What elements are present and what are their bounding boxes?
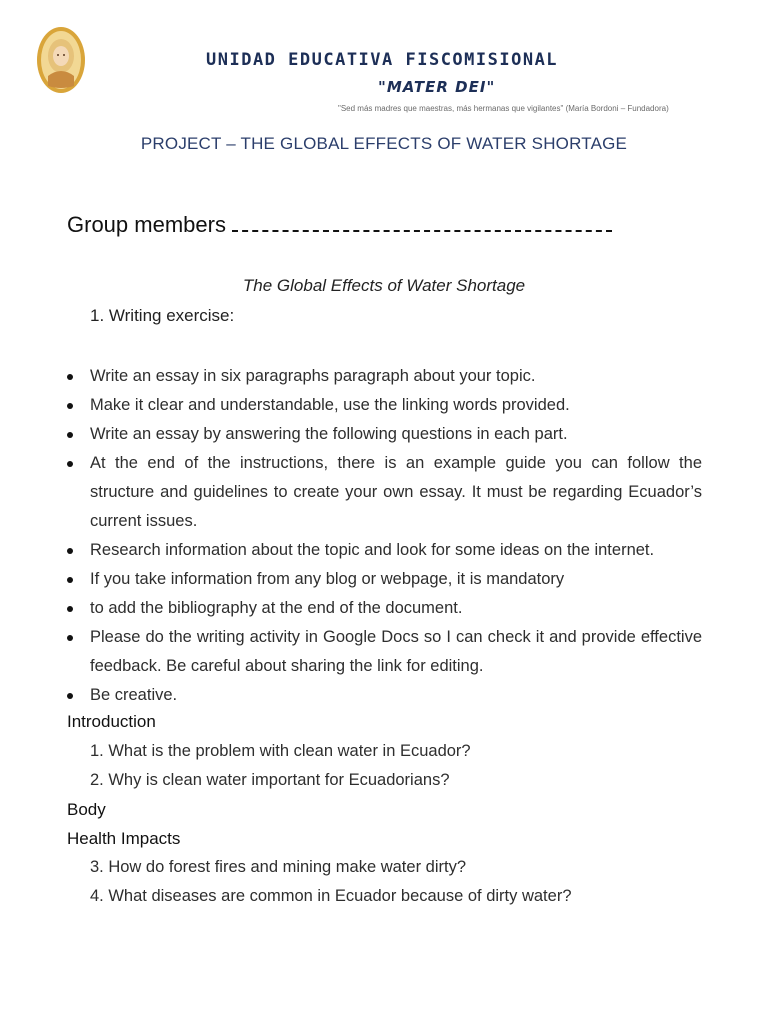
question-3: 3. How do forest fires and mining make water dirty? <box>90 858 466 876</box>
writing-exercise-heading: 1. Writing exercise: <box>90 306 235 325</box>
list-item: Write an essay by answering the following questions in each part. <box>66 420 702 449</box>
list-item: Write an essay in six paragraphs paragraph about your topic. <box>66 362 702 391</box>
list-item: If you take information from any blog or webpage, it is mandatory <box>66 565 702 594</box>
list-item: Please do the writing activity in Google Docs so I can check it and provide effective feedback. Be careful about sharing the link for editing. <box>66 623 702 681</box>
school-name: UNIDAD EDUCATIVA FISCOMISIONAL <box>206 50 559 70</box>
bullet-icon <box>67 432 73 438</box>
bullet-icon <box>67 693 73 699</box>
project-title: PROJECT – THE GLOBAL EFFECTS OF WATER SHORTAGE <box>140 134 628 153</box>
question-1: 1. What is the problem with clean water in Ecuador? <box>90 742 471 760</box>
essay-title: The Global Effects of Water Shortage <box>242 276 526 295</box>
bullet-icon <box>67 606 73 612</box>
question-2: 2. Why is clean water important for Ecuadorians? <box>90 771 450 789</box>
instructions-list <box>66 362 702 710</box>
body-heading: Body <box>67 800 106 819</box>
list-item: Research information about the topic and look for some ideas on the internet. <box>66 536 702 565</box>
portrait-logo-icon <box>36 26 86 94</box>
list-item: Make it clear and understandable, use the linking words provided. <box>66 391 702 420</box>
bullet-icon <box>67 403 73 409</box>
introduction-heading: Introduction <box>67 712 156 731</box>
bullet-icon <box>67 461 73 467</box>
question-4: 4. What diseases are common in Ecuador because of dirty water? <box>90 887 572 905</box>
bullet-icon <box>67 548 73 554</box>
group-members-blank-line <box>232 216 612 232</box>
list-item: to add the bibliography at the end of the document. <box>66 594 702 623</box>
school-motto: "Sed más madres que maestras, más hermanas que vigilantes" (María Bordoni – Fundadora) <box>338 104 669 113</box>
school-subtitle: "MATER DEI" <box>378 78 496 96</box>
health-impacts-heading: Health Impacts <box>67 829 181 848</box>
list-item: At the end of the instructions, there is an example guide you can follow the structure and guidelines to create your own essay. It must be regarding Ecuador’s current issues. <box>66 449 702 536</box>
bullet-icon <box>67 374 73 380</box>
bullet-icon <box>67 635 73 641</box>
bullet-icon <box>67 577 73 583</box>
group-members-field <box>67 212 612 238</box>
group-members-label: Group members <box>67 212 226 237</box>
list-item: Be creative. <box>66 681 702 710</box>
